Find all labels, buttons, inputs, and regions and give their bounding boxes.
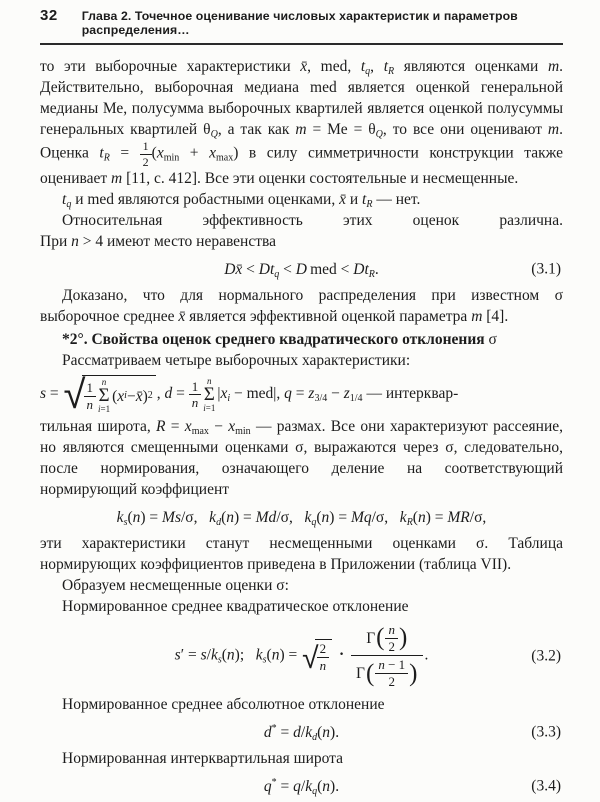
formula-3-4 (40, 775, 563, 797)
formula-3-2-body: $s' = s/k_s(n)$; $k_s(n)$ = √ $\frac{2}{n}$ · Γ ( $\frac{n}{2}$ ) Γ ( $\frac{n - 1}{2}$ ) . (174, 622, 429, 690)
paragraph-9: Нормированное среднее квадратическое отклонение (62, 598, 409, 616)
formula-3-1 (40, 258, 563, 280)
running-header (40, 0, 563, 45)
page-body (40, 56, 563, 797)
formula-k-coefficients (40, 506, 563, 528)
section-heading-2: *2°. Свойства оценок среднего квадратического отклонения σ (62, 331, 497, 349)
paragraph-8: Образуем несмещенные оценки σ: (62, 577, 289, 595)
formula-3-2 (40, 623, 563, 689)
formula-3-3-body: $d^* = d/k_d(n)$. (263, 722, 340, 743)
paragraph-11: Нормированная интерквартильная широта (62, 749, 344, 767)
formula-k-coefficients-body: $k_s(n) = Ms/\sigma$, $k_d(n) = Md/\sigma$, $k_q(n) = Mq/\sigma$, $k_R(n) = MR/\sigma$, (116, 509, 487, 529)
paragraph-5: Рассматриваем четыре выборочных характеристики: (62, 352, 411, 370)
paragraph-4: Доказано, что для нормального распределения при известном σ выборочное среднее x̄ является эффективной оценкой параметра m [4]. (40, 287, 563, 326)
page-number: 32 (40, 7, 58, 24)
equation-number-3-2: (3.2) (531, 647, 561, 665)
paragraph-2: $t_q$ и med являются робастными оценками, x̄ и $t_R$ — нет. (62, 191, 421, 211)
equation-number-3-4: (3.4) (531, 777, 561, 795)
formula-3-3 (40, 721, 563, 743)
paragraph-3-line-1: Относительная эффективность этих оценок различна. (62, 212, 563, 230)
running-title: Глава 2. Точечное оценивание числовых характеристик и параметров распределения… (81, 9, 518, 37)
paragraph-10: Нормированное среднее абсолютное отклонение (62, 695, 385, 713)
equation-number-3-1: (3.1) (531, 260, 561, 278)
inline-formula-characteristics: s = √ $\frac{1}{n}$ n Σ i=1 ( x i − x̄ ) 2 , d = $\frac{1}{n}$ n Σ i=1 $|x_i - med|$, $q = z_{3/4} - z_{1/4}$ — интерквар- (40, 372, 459, 419)
equation-number-3-3: (3.3) (531, 723, 561, 741)
paragraph-6: тильная широта, $R = x_{max} - x_{min}$ — размах. Все они характеризуют рассеяние, но являются смещенными оценками σ, выражаются через σ, следовательно, после нормирования, означающего деление на соответствующий нормирующий коэффициент (40, 418, 563, 499)
paragraph-7: эти характеристики станут несмещенными оценками σ. Таблица нормирующих коэффициентов приведена в Приложении (таблица VII). (40, 535, 563, 574)
paragraph-3-line-2: При n > 4 имеют место неравенства (40, 233, 277, 251)
formula-3-4-body: $q^* = q/k_q(n)$. (263, 776, 340, 797)
page-content (40, 0, 563, 802)
formula-3-1-body: Dx̄ < $Dt_q < D$ med < $Dt_R$. (224, 261, 379, 281)
paragraph-1: то эти выборочные характеристики x̄, med, $t_q$, $t_R$ являются оценками m. Действительно, выборочная медиана med является оценкой генеральной медианы Ме, полусумма выборочных квартилей является оценкой полусуммы генеральных квартилей $\theta_Q$, а так как m = Ме = $\theta_Q$, то все они оценивают m. Оценка $t_R$ = $\frac{1}{2}$ $(x_{min} + x_{max})$ в силу симметричности конструкции также оценивает m [11, с. 412]. Все эти оценки состоятельные и несмещенные. (40, 58, 564, 188)
paragraph-3 (40, 210, 563, 252)
